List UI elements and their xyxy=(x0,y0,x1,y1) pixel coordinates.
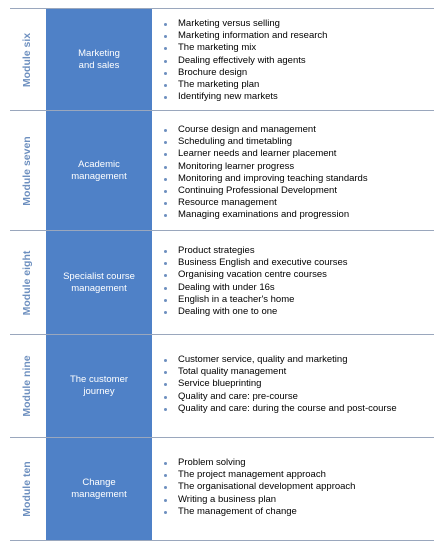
bullet-icon xyxy=(164,474,167,477)
bullet-icon xyxy=(164,23,167,26)
module-topic-cell xyxy=(46,111,152,230)
module-topic: Marketing and sales xyxy=(78,47,120,71)
list-item: Resource management xyxy=(178,197,434,209)
bullet-icon xyxy=(164,153,167,156)
module-topic-cell xyxy=(46,231,152,334)
list-item: Managing examinations and progression xyxy=(178,209,434,221)
list-item: Continuing Professional Development xyxy=(178,185,434,197)
bullet-icon xyxy=(164,47,167,50)
bullet-icon xyxy=(164,359,167,362)
bullet-icon xyxy=(164,141,167,144)
list-item: The marketing mix xyxy=(178,42,434,54)
module-topic: Specialist course management xyxy=(63,270,135,294)
list-item: The organisational development approach xyxy=(178,481,434,493)
bullet-icon xyxy=(164,408,167,411)
module-row xyxy=(10,231,434,335)
module-topic: Academic management xyxy=(71,158,127,182)
bullet-icon xyxy=(164,462,167,465)
list-item: Monitoring and improving teaching standards xyxy=(178,173,434,185)
bullet-icon xyxy=(164,84,167,87)
bullet-icon xyxy=(164,262,167,265)
module-items-list xyxy=(152,231,434,334)
bullet-icon xyxy=(164,511,167,514)
list-item: The management of change xyxy=(178,506,434,518)
bullet-icon xyxy=(164,96,167,99)
module-items-list xyxy=(152,335,434,437)
module-label-cell xyxy=(10,438,44,540)
bullet-icon xyxy=(164,274,167,277)
bullet-icon xyxy=(164,60,167,63)
bullet-icon xyxy=(164,214,167,217)
list-item: Total quality management xyxy=(178,366,434,378)
list-item: Marketing information and research xyxy=(178,30,434,42)
module-label-cell xyxy=(10,231,44,334)
list-item: The marketing plan xyxy=(178,79,434,91)
bullet-icon xyxy=(164,166,167,169)
list-item: Dealing with under 16s xyxy=(178,282,434,294)
list-item: Customer service, quality and marketing xyxy=(178,354,434,366)
list-item: Writing a business plan xyxy=(178,494,434,506)
list-item: Problem solving xyxy=(178,457,434,469)
list-item: Business English and executive courses xyxy=(178,257,434,269)
bullet-icon xyxy=(164,311,167,314)
list-item: Learner needs and learner placement xyxy=(178,148,434,160)
list-item: Quality and care: pre-course xyxy=(178,391,434,403)
bullet-icon xyxy=(164,383,167,386)
module-items-list xyxy=(152,9,434,110)
module-topic-cell xyxy=(46,9,152,110)
list-item: Marketing versus selling xyxy=(178,18,434,30)
list-item: Scheduling and timetabling xyxy=(178,136,434,148)
module-items-list xyxy=(152,438,434,540)
module-topic: The customer journey xyxy=(69,374,129,397)
module-topic: Change management xyxy=(71,477,127,500)
module-label: Module eight xyxy=(21,250,33,315)
bullet-icon xyxy=(164,396,167,399)
module-table xyxy=(10,8,434,541)
bullet-icon xyxy=(164,299,167,302)
module-row xyxy=(10,111,434,231)
list-item: Service blueprinting xyxy=(178,378,434,390)
module-label-cell xyxy=(10,335,44,437)
bullet-icon xyxy=(164,371,167,374)
list-item: Monitoring learner progress xyxy=(178,161,434,173)
list-item: Course design and management xyxy=(178,124,434,136)
bullet-icon xyxy=(164,35,167,38)
bullet-icon xyxy=(164,190,167,193)
bullet-icon xyxy=(164,250,167,253)
list-item: Dealing with one to one xyxy=(178,306,434,318)
bullet-icon xyxy=(164,72,167,75)
list-item: Identifying new markets xyxy=(178,91,434,103)
list-item: Brochure design xyxy=(178,67,434,79)
list-item: Product strategies xyxy=(178,245,434,257)
bullet-icon xyxy=(164,486,167,489)
module-label-cell xyxy=(10,9,44,110)
module-row xyxy=(10,335,434,438)
module-row xyxy=(10,8,434,111)
list-item: Quality and care: during the course and post-course xyxy=(178,403,434,415)
module-label-cell xyxy=(10,111,44,230)
bullet-icon xyxy=(164,202,167,205)
bullet-icon xyxy=(164,178,167,181)
module-topic-cell xyxy=(46,438,152,540)
module-label: Module six xyxy=(21,32,33,87)
bullet-icon xyxy=(164,129,167,132)
list-item: The project management approach xyxy=(178,469,434,481)
list-item: Organising vacation centre courses xyxy=(178,269,434,281)
module-topic-cell xyxy=(46,335,152,437)
module-label: Module nine xyxy=(21,355,33,417)
bullet-icon xyxy=(164,499,167,502)
module-items-list xyxy=(152,111,434,230)
list-item: English in a teacher's home xyxy=(178,294,434,306)
module-row xyxy=(10,438,434,541)
module-label: Module ten xyxy=(21,461,33,517)
list-item: Dealing effectively with agents xyxy=(178,55,434,67)
bullet-icon xyxy=(164,287,167,290)
module-label: Module seven xyxy=(21,135,33,206)
